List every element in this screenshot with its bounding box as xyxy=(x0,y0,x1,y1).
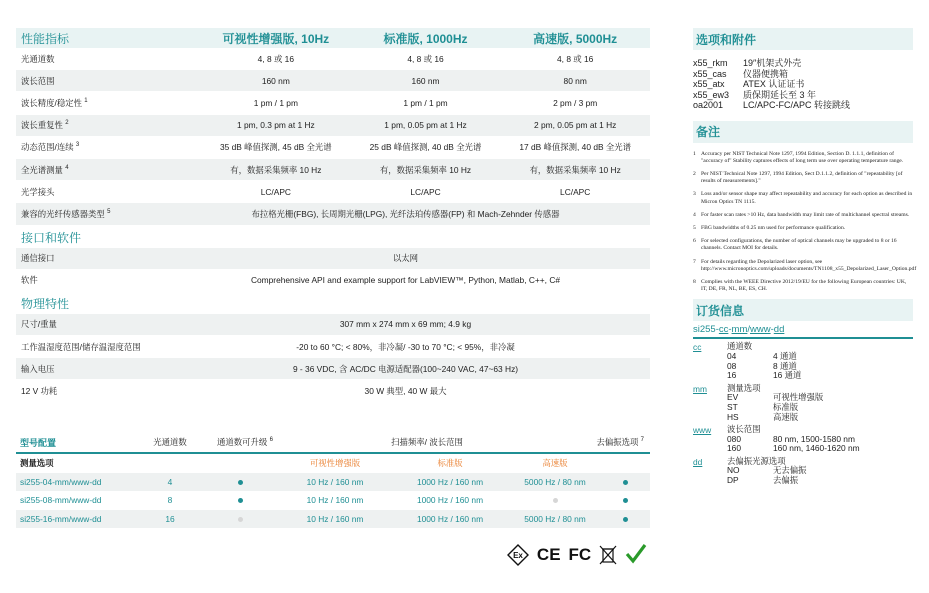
order-option-value: 04 xyxy=(727,350,737,361)
sub-enh: 可视性增强版 xyxy=(309,458,361,469)
model-number: si255-04-mm/www-dd xyxy=(20,476,102,487)
perf-row-label: 光学接头 xyxy=(21,186,55,197)
model-row xyxy=(16,473,650,492)
perf-row-label: 动态范围/连续 xyxy=(21,142,74,153)
perf-row-value: 160 nm xyxy=(411,75,440,86)
order-code-cc: cc xyxy=(718,324,729,336)
order-group-title: 波长范围 xyxy=(727,424,761,435)
sub-std: 标准版 xyxy=(437,458,463,469)
perf-row-value: 2 pm, 0.05 pm at 1 Hz xyxy=(533,120,617,131)
upgrade-dot-icon xyxy=(238,517,243,522)
hdr-depol-sup: 7 xyxy=(640,437,644,444)
cert-logos xyxy=(507,540,647,570)
option-item xyxy=(693,100,913,111)
right-column xyxy=(693,28,917,486)
perf-row-value: 17 dB 峰值探测, 40 dB 全光谱 xyxy=(519,142,632,153)
note-text: Accuracy per NIST Technical Note 1297, 1994 Edition, Section D. 1.1.1, definition of "accuracy of" Stability captures effects of long term use over operating temperature range. xyxy=(701,150,904,164)
ce-mark-icon: CE xyxy=(536,545,561,564)
perf-row-label: 光通道数 xyxy=(21,53,55,64)
note-text: Loss and/or sensor shape may affect repeatability and accuracy for each option as described in Micron Optics TN 1115. xyxy=(701,191,913,205)
perf-row-value: 1 pm, 0.05 pm at 1 Hz xyxy=(384,120,467,131)
order-group-key: cc xyxy=(693,342,702,353)
depol-dot-icon xyxy=(623,517,628,522)
model-subheader xyxy=(16,454,650,473)
order-group xyxy=(693,384,913,422)
order-option xyxy=(727,444,860,454)
order-option-value: DP xyxy=(727,475,739,486)
order-code-dd: dd xyxy=(773,324,785,336)
order-option xyxy=(727,371,801,381)
option-code: oa2001 xyxy=(693,100,724,110)
depol-dot-icon xyxy=(623,480,628,485)
order-group xyxy=(693,342,913,380)
options-list xyxy=(693,58,913,111)
order-option-desc: 无去偏振 xyxy=(773,465,807,476)
note-item xyxy=(693,191,913,205)
model-channels: 4 xyxy=(167,476,173,487)
perf-row xyxy=(16,181,650,203)
perf-row-value: 有，数据采集频率 10 Hz xyxy=(529,164,621,175)
order-option-value: 160 xyxy=(727,443,741,454)
weee-bin-icon xyxy=(599,544,617,566)
model-hs: 5000 Hz / 80 nm xyxy=(524,513,586,524)
order-group-key: mm xyxy=(693,383,707,394)
note-number: 1 xyxy=(693,150,696,157)
model-hs xyxy=(510,495,600,505)
hdr-channels: 光通道数 xyxy=(153,437,187,447)
order-option-desc: 4 通道 xyxy=(773,350,797,361)
order-option xyxy=(727,413,823,423)
phys-row-value: 30 W 典型, 40 W 最大 xyxy=(364,386,447,397)
note-text: For details regarding the Depolarized laser option, see http://www.micronoptics.com/uploads/documents/TN1108_x55_Depolarized_Laser_Option.pdf xyxy=(701,258,917,272)
option-item xyxy=(693,79,913,90)
order-code-www: www xyxy=(750,324,771,336)
note-item xyxy=(693,258,917,273)
order-option-value: EV xyxy=(727,392,739,403)
compat-row xyxy=(16,203,650,225)
order-option-desc: 80 nm, 1500-1580 nm xyxy=(773,433,855,444)
option-desc: 仪器便携箱 xyxy=(743,68,789,79)
order-option-desc: 可视性增强版 xyxy=(773,392,824,403)
order-group-title: 测量选项 xyxy=(727,382,761,393)
perf-row-value: LC/APC xyxy=(560,186,591,197)
note-text: For selected configurations, the number of optical channels may be upgraded to 8 or 16 channels. Contact MOI for details. xyxy=(701,238,897,252)
sub-hs: 高速版 xyxy=(542,458,568,469)
phys-row-label: 尺寸/重量 xyxy=(21,319,57,330)
model-hs: 5000 Hz / 80 nm xyxy=(524,476,586,487)
order-option-value: 080 xyxy=(727,433,741,444)
phys-row-label: 输入电压 xyxy=(21,363,55,374)
perf-row xyxy=(16,137,650,159)
perf-header xyxy=(16,28,650,48)
phys-row-value: 9 - 36 VDC, 含 AC/DC 电源适配器(100~240 VAC, 47~63 Hz) xyxy=(292,363,519,374)
note-text: FBG bandwidths of 0.25 nm used for performance qualification. xyxy=(701,224,846,231)
phys-row-label: 12 V 功耗 xyxy=(21,386,58,397)
notes-list xyxy=(693,150,917,294)
compat-label: 兼容的光纤传感器类型 xyxy=(21,208,105,219)
perf-row-value: 有，数据采集频率 10 Hz xyxy=(230,164,322,175)
order-option-desc: 8 通道 xyxy=(773,360,797,371)
order-code-prefix: si255- xyxy=(693,324,719,336)
compat-sup: 5 xyxy=(107,209,111,216)
order-option-value: ST xyxy=(727,401,738,412)
model-number: si255-16-mm/www-dd xyxy=(20,513,102,524)
order-option-desc: 160 nm, 1460-1620 nm xyxy=(773,443,860,454)
order-group-title: 通道数 xyxy=(727,341,753,352)
iface-row-label: 软件 xyxy=(21,275,38,286)
option-desc: 19″机架式外壳 xyxy=(743,58,802,68)
order-option-desc: 16 通道 xyxy=(773,370,802,381)
order-group-key: www xyxy=(693,425,712,436)
model-enh: 10 Hz / 160 nm xyxy=(306,513,364,524)
rohs-check-icon xyxy=(625,543,647,567)
model-enh: 10 Hz / 160 nm xyxy=(306,476,364,487)
perf-row-value: 2 pm / 3 pm xyxy=(553,97,598,108)
order-option-value: HS xyxy=(727,411,739,422)
note-item xyxy=(693,151,913,165)
sub-label: 测量选项 xyxy=(20,458,54,469)
perf-row-value: 4, 8 或 16 xyxy=(407,53,444,64)
phys-row xyxy=(16,314,650,336)
perf-row-sup: 3 xyxy=(75,142,80,149)
perf-rows xyxy=(16,48,650,203)
perf-row-value: 1 pm / 1 pm xyxy=(253,97,298,108)
perf-row-value: 35 dB 峰值探测, 45 dB 全光谱 xyxy=(219,142,332,153)
model-title: 型号配置 xyxy=(20,437,57,448)
col-highspeed: 高速版, 5000Hz xyxy=(533,31,618,46)
phys-rows xyxy=(16,314,650,403)
col-standard: 标准版, 1000Hz xyxy=(383,31,468,46)
upgrade-dot-icon xyxy=(238,480,243,485)
perf-row-value: 25 dB 峰值探测, 40 dB 全光谱 xyxy=(369,142,482,153)
order-group xyxy=(693,425,913,454)
phys-row xyxy=(16,358,650,380)
note-item xyxy=(693,279,913,293)
model-row xyxy=(16,491,650,510)
options-title: 选项和附件 xyxy=(693,28,913,50)
perf-row-value: 160 nm xyxy=(261,75,290,86)
note-item xyxy=(693,225,913,232)
perf-row xyxy=(16,92,650,114)
model-rows xyxy=(16,473,650,529)
model-number: si255-08-mm/www-dd xyxy=(20,495,102,506)
iface-row-label: 通信接口 xyxy=(21,253,55,264)
perf-title: 性能指标 xyxy=(21,31,70,46)
option-item xyxy=(693,90,913,101)
note-number: 5 xyxy=(693,224,696,231)
hdr-scan: 扫描频率/ 波长范围 xyxy=(391,437,463,447)
notes-title: 备注 xyxy=(693,121,913,143)
order-option-value: NO xyxy=(727,465,740,476)
col-enhanced: 可视性增强版, 10Hz xyxy=(222,31,330,46)
perf-row-label: 波长重复性 xyxy=(21,120,63,131)
iface-row xyxy=(16,270,650,292)
ordering-title: 订货信息 xyxy=(693,299,913,321)
option-desc: 质保期延长至 3 年 xyxy=(743,89,817,100)
perf-row-value: LC/APC xyxy=(260,186,291,197)
hdr-upgrade-sup: 6 xyxy=(269,437,273,444)
hdr-upgrade: 通道数可升级 xyxy=(217,437,268,447)
perf-row-value: 80 nm xyxy=(563,75,587,86)
perf-row-label: 全光谱测量 xyxy=(21,164,63,175)
perf-row xyxy=(16,70,650,92)
perf-row xyxy=(16,115,650,137)
order-groups xyxy=(693,342,913,485)
option-desc: ATEX 认证证书 xyxy=(743,79,805,89)
perf-row-value: 4, 8 或 16 xyxy=(257,53,294,64)
perf-row-sup: 4 xyxy=(65,164,69,171)
order-option-desc: 高速版 xyxy=(773,411,799,422)
option-code: x55_ew3 xyxy=(693,89,730,100)
atex-ex-icon xyxy=(507,544,529,566)
model-channels: 16 xyxy=(165,513,175,524)
phys-title: 物理特性 xyxy=(21,297,70,312)
perf-row-value: LC/APC xyxy=(410,186,441,197)
note-item xyxy=(693,212,913,219)
perf-row-value: 4, 8 或 16 xyxy=(557,53,594,64)
note-number: 2 xyxy=(693,170,696,177)
phys-row-value: -20 to 60 °C; < 80%，非冷凝/ -30 to 70 °C; < 95%，非冷凝 xyxy=(296,341,515,352)
option-code: x55_cas xyxy=(693,68,727,79)
perf-row xyxy=(16,48,650,70)
note-item xyxy=(693,171,913,185)
perf-row-label: 波长范围 xyxy=(21,75,55,86)
model-std: 1000 Hz / 160 nm xyxy=(416,513,484,524)
phys-row-value: 307 mm x 274 mm x 69 mm; 4.9 kg xyxy=(339,319,472,330)
model-enh: 10 Hz / 160 nm xyxy=(306,495,364,506)
note-number: 6 xyxy=(693,238,696,245)
spec-table xyxy=(16,28,650,403)
model-channels: 8 xyxy=(167,495,173,506)
model-std: 1000 Hz / 160 nm xyxy=(416,476,484,487)
perf-row-value: 1 pm / 1 pm xyxy=(403,97,448,108)
note-number: 3 xyxy=(693,191,696,198)
model-header xyxy=(16,432,650,454)
model-table xyxy=(16,432,650,528)
order-option-desc: 标准版 xyxy=(773,401,799,412)
order-group-title: 去偏振光源选项 xyxy=(727,455,786,466)
order-group-key: dd xyxy=(693,456,703,467)
order-code: si255-cc-mm/www-dd xyxy=(693,324,913,339)
note-text: For faster scan rates >10 Hz, data bandwidth may limit rate of multichannel spectral streams. xyxy=(701,211,910,218)
order-option xyxy=(727,476,807,486)
note-number: 4 xyxy=(693,211,696,218)
upgrade-dot-icon xyxy=(238,498,243,503)
order-option-desc: 去偏振 xyxy=(773,475,799,486)
phys-row-label: 工作温湿度范围/储存温湿度范围 xyxy=(21,341,141,352)
iface-row-value: Comprehensive API and example support for LabVIEW™, Python, Matlab, C++, C# xyxy=(250,275,561,286)
model-row xyxy=(16,510,650,529)
phys-row xyxy=(16,380,650,402)
option-code: x55_rkm xyxy=(693,58,728,68)
option-item xyxy=(693,58,913,69)
compat-value: 布拉格光栅(FBG), 长周期光栅(LPG), 光纤法珀传感器(FP) 和 Mach-Zehnder 传感器 xyxy=(251,208,560,219)
perf-row-label: 波长精度/稳定性 xyxy=(21,97,82,108)
iface-rows xyxy=(16,248,650,292)
perf-row-sup: 1 xyxy=(84,98,88,105)
perf-row-value: 1 pm, 0.3 pm at 1 Hz xyxy=(236,120,315,131)
svg-text:Ex: Ex xyxy=(513,551,523,560)
order-group xyxy=(693,457,913,486)
fcc-mark-icon: FC xyxy=(568,545,592,564)
hs-unavailable-dot-icon xyxy=(553,498,558,503)
iface-row xyxy=(16,248,650,270)
note-text: Complies with the WEEE Directive 2012/19/EU for the following European countries: UK, IT, DE, FR, NL, BE, ES, CH. xyxy=(701,278,907,293)
model-std: 1000 Hz / 160 nm xyxy=(416,495,484,506)
note-item xyxy=(693,238,913,252)
iface-row-value: 以太网 xyxy=(392,253,419,264)
iface-title: 接口和软件 xyxy=(21,231,82,245)
order-code-mm: mm xyxy=(731,324,748,336)
perf-row-sup: 2 xyxy=(65,120,69,127)
note-number: 7 xyxy=(693,258,696,265)
order-option-value: 16 xyxy=(727,370,737,381)
order-option-value: 08 xyxy=(727,360,737,371)
hdr-depol: 去偏振选项 xyxy=(596,437,639,447)
option-code: x55_atx xyxy=(693,79,725,89)
option-item xyxy=(693,69,913,80)
note-text: Per NIST Technical Note 1297, 1994 Edition, Sect D.1.1.2, definition of "repeatability [of results of measurements]." xyxy=(701,170,903,185)
option-desc: LC/APC-FC/APC 转接跳线 xyxy=(743,100,851,110)
depol-dot-icon xyxy=(623,498,628,503)
perf-row-value: 有，数据采集频率 10 Hz xyxy=(379,164,472,175)
phys-row xyxy=(16,336,650,358)
note-number: 8 xyxy=(693,278,696,285)
perf-row xyxy=(16,159,650,181)
